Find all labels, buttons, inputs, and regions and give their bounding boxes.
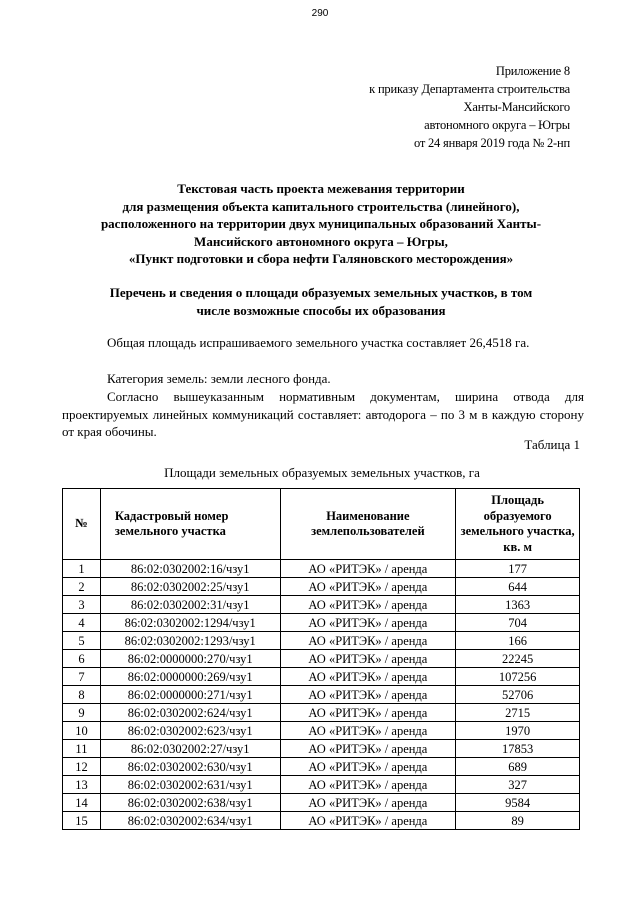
table-body [63,560,580,830]
subtitle-line: Перечень и сведения о площади образуемых земельных участков, в том [109,285,533,300]
page-number: 290 [311,8,329,19]
table-row [63,704,580,722]
row-number: 1 [63,560,101,578]
table-row [63,740,580,758]
plot-area: 1363 [456,596,580,614]
title-line: «Пункт подготовки и сбора нефти Галяновского месторождения» [128,251,514,266]
land-user: АО «РИТЭК» / аренда [280,740,456,758]
plot-area: 2715 [456,704,580,722]
appendix-line: от 24 января 2019 года № 2-нп [413,136,570,150]
plot-area: 107256 [456,668,580,686]
cadastral-number: 86:02:0000000:270/чзу1 [100,650,280,668]
row-number: 4 [63,614,101,632]
title-line: Мансийского автономного округа – Югры, [194,233,448,249]
table-row [63,794,580,812]
land-user: АО «РИТЭК» / аренда [280,668,456,686]
title-line: для размещения объекта капитального строительства (линейного), [122,198,520,214]
cadastral-number: 86:02:0302002:1293/чзу1 [100,632,280,650]
table-header-row [63,489,580,560]
plot-area: 689 [456,758,580,776]
row-number: 8 [63,686,101,704]
cadastral-number: 86:02:0302002:634/чзу1 [100,812,280,830]
row-number: 3 [63,596,101,614]
table-row [63,668,580,686]
land-user: АО «РИТЭК» / аренда [280,812,456,830]
land-user: АО «РИТЭК» / аренда [280,722,456,740]
cadastral-number: 86:02:0302002:16/чзу1 [100,560,280,578]
table-row [63,650,580,668]
land-user: АО «РИТЭК» / аренда [280,794,456,812]
cadastral-number: 86:02:0302002:631/чзу1 [100,776,280,794]
appendix-block [369,62,570,152]
plot-area: 17853 [456,740,580,758]
cadastral-number: 86:02:0302002:1294/чзу1 [100,614,280,632]
plot-area: 704 [456,614,580,632]
plot-area: 166 [456,632,580,650]
appendix-line: автономного округа – Югры [424,118,570,132]
table-row [63,812,580,830]
header-area: Площадь образуемого земельного участка, кв. м [456,489,580,560]
cadastral-number: 86:02:0000000:271/чзу1 [100,686,280,704]
cadastral-number: 86:02:0302002:31/чзу1 [100,596,280,614]
cadastral-number: 86:02:0302002:630/чзу1 [100,758,280,776]
table-row [63,722,580,740]
appendix-line: Ханты-Мансийского [463,100,570,114]
table-row [63,578,580,596]
paragraph-category: Категория земель: земли лесного фонда. [107,371,331,386]
land-user: АО «РИТЭК» / аренда [280,776,456,794]
table-row [63,776,580,794]
plot-area: 327 [456,776,580,794]
land-user: АО «РИТЭК» / аренда [280,632,456,650]
table-row [63,560,580,578]
plot-area: 644 [456,578,580,596]
appendix-line: Приложение 8 [495,64,570,78]
table-row [63,632,580,650]
plot-area: 22245 [456,650,580,668]
land-user: АО «РИТЭК» / аренда [280,686,456,704]
row-number: 2 [63,578,101,596]
table-row [63,686,580,704]
cadastral-number: 86:02:0302002:25/чзу1 [100,578,280,596]
cadastral-number: 86:02:0302002:623/чзу1 [100,722,280,740]
paragraph-area: Общая площадь испрашиваемого земельного участка составляет 26,4518 га. [107,335,530,350]
paragraph-width: Согласно вышеуказанным нормативным документам, ширина отвода для проектируемых линейных коммуникаций составляет: автодорога – по 3 м в каждую сторону от края обочины. [62,389,584,439]
header-user: Наименование землепользователей [280,489,456,560]
land-user: АО «РИТЭК» / аренда [280,758,456,776]
land-user: АО «РИТЭК» / аренда [280,704,456,722]
header-cadastral: Кадастровый номер земельного участка [100,489,280,560]
title-line: Текстовая часть проекта межевания территории [177,181,465,196]
plot-area: 1970 [456,722,580,740]
row-number: 10 [63,722,101,740]
cadastral-number: 86:02:0302002:624/чзу1 [100,704,280,722]
plot-area: 9584 [456,794,580,812]
plot-area: 177 [456,560,580,578]
row-number: 13 [63,776,101,794]
row-number: 6 [63,650,101,668]
row-number: 12 [63,758,101,776]
land-user: АО «РИТЭК» / аренда [280,614,456,632]
land-plots-table [62,488,580,830]
title-line: расположенного на территории двух муниципальных образований Ханты- [100,216,542,231]
row-number: 7 [63,668,101,686]
document-title [50,180,592,268]
row-number: 5 [63,632,101,650]
row-number: 14 [63,794,101,812]
table-row [63,614,580,632]
table-row [63,596,580,614]
subtitle-line: числе возможные способы их образования [196,302,446,318]
table-row [63,758,580,776]
row-number: 11 [63,740,101,758]
plot-area: 52706 [456,686,580,704]
table-caption: Площади земельных образуемых земельных участков, га [164,465,480,480]
plot-area: 89 [456,812,580,830]
row-number: 9 [63,704,101,722]
row-number: 15 [63,812,101,830]
table-number: Таблица 1 [524,437,580,452]
land-user: АО «РИТЭК» / аренда [280,650,456,668]
appendix-line: к приказу Департамента строительства [369,82,570,96]
cadastral-number: 86:02:0000000:269/чзу1 [100,668,280,686]
cadastral-number: 86:02:0302002:27/чзу1 [100,740,280,758]
land-user: АО «РИТЭК» / аренда [280,596,456,614]
section-subtitle [50,284,592,319]
land-user: АО «РИТЭК» / аренда [280,560,456,578]
header-num: № [63,489,101,560]
land-user: АО «РИТЭК» / аренда [280,578,456,596]
cadastral-number: 86:02:0302002:638/чзу1 [100,794,280,812]
